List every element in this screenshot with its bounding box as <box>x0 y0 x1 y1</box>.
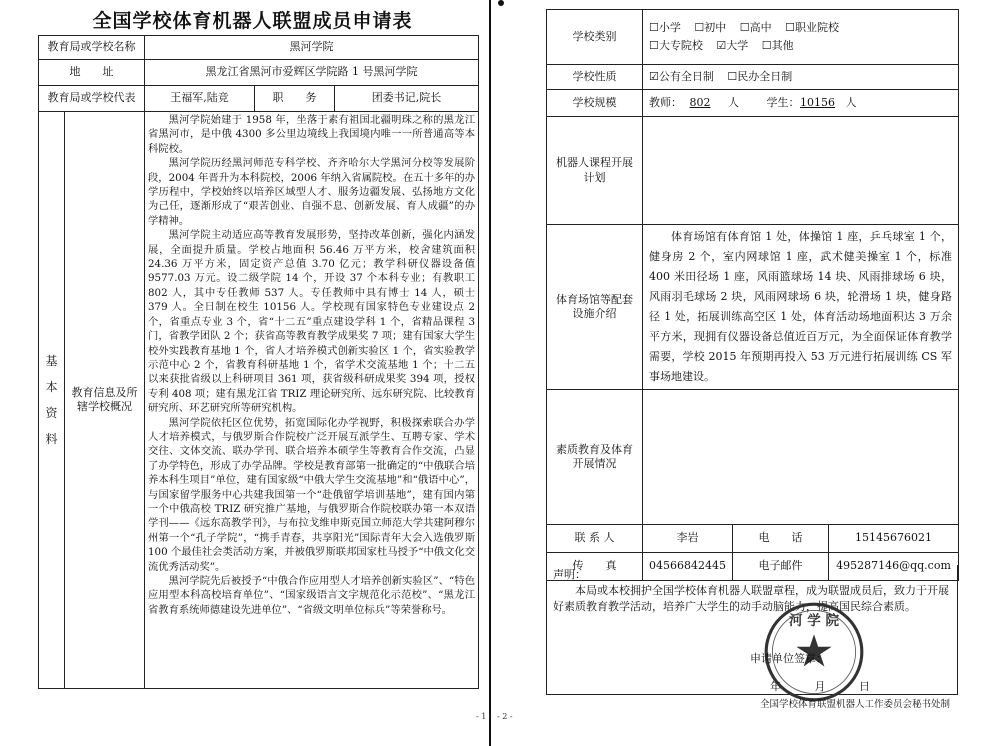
facility-label: 体育场馆等配套设施介绍 <box>547 225 643 390</box>
school-overview-label: 教育信息及所辖学校概况 <box>65 112 145 689</box>
contact-value: 李岩 <box>643 525 733 553</box>
nature-option-public[interactable]: ☑公有全日制 <box>649 70 714 83</box>
declaration-box <box>546 565 958 695</box>
student-unit: 人 <box>845 96 857 109</box>
type-option-junior[interactable]: ☐初中 <box>694 21 727 34</box>
basic-info-section-label: 基本资料 <box>39 112 65 689</box>
phone-value: 15145676021 <box>829 525 959 553</box>
type-option-senior[interactable]: ☐高中 <box>739 21 772 34</box>
facility-text: 体育场馆有体育馆 1 处，体操馆 1 座，乒乓球室 1 个，健身房 2 个，室内网球馆 1 座，武术健美操室 1 个，标准 400 米田径场 1 座，风雨篮球场 14 块、风雨排球场 6 块，风雨羽毛球场 2 块，风雨网球场 6 块，轮滑场 1 块，健身路径 1 处，拓展训练高空区 1 处，体育活动场地面积达 3 万余平方米，现拥有仪器设备总值近百万元，为全面保证体育教学需要，学校 2015 年预期再投入 53 万元进行拓展训练 CS 军事场地建设。 <box>643 225 959 390</box>
declaration-title: 声明： <box>553 568 586 581</box>
robot-plan-label: 机器人课程开展计划 <box>547 117 643 225</box>
page-number-left: - 1 - <box>476 712 492 721</box>
teacher-count: 802 <box>689 96 711 109</box>
school-nature-options <box>643 65 959 90</box>
type-option-college[interactable]: ☐大专院校 <box>649 39 703 52</box>
quality-education-label: 素质教育及体育开展情况 <box>547 390 643 525</box>
form-title: 全国学校体育机器人联盟成员申请表 <box>92 10 413 32</box>
page-divider <box>489 0 491 746</box>
type-option-other[interactable]: ☐其他 <box>761 39 794 52</box>
quality-education-field[interactable] <box>643 390 959 525</box>
overview-paragraph: 黑河学院主动适应高等教育发展形势，坚持改革创新，强化内涵发展，全面提升质量。学校占地面积 56.46 万平方米，校舍建筑面积 24.36 万平方米，固定资产总值 3.70 亿元；教学科研仪器设备值 9577.03 万元。设二级学院 14 个，开设 37 个本科专业；有教职工 802 人，其中专任教师 537 人。专任教师中具有博士 14 人，硕士 379 人。全日制在校生 10156 人。学校现有国家特色专业建设点 2 个，省重点专业 3 个，省“十二五”重点建设学科 1 个，省精品课程 3 门，省教学团队 2 个；获省高等教育教学成果奖 7 项；建有国家大学生校外实践教育基地 1 个，省人才培养模式创新实验区 1 个，省实验教学示范中心 2 个，省教育科研基地 1 个，省学术交流基地 1 个；十二五以来获批省级以上科研项目 361 项，获省级科研成果奖 394 项，授权专利 408 项；建有黑龙江省 TRIZ 理论研究所、远东研究院、比较教育研究所、环艺研究所等研究机构。 <box>148 229 475 415</box>
signature-date: 年 月 日 <box>770 680 870 693</box>
footer-issuer: 全国学校体育联盟机器人工作委员会秘书处制 <box>760 699 951 710</box>
email-label: 电子邮件 <box>733 553 829 581</box>
robot-plan-field[interactable] <box>643 117 959 225</box>
representative-value: 王福军,陆竞 <box>145 86 255 112</box>
school-scale-label: 学校规模 <box>547 90 643 117</box>
school-nature-label: 学校性质 <box>547 65 643 90</box>
type-option-primary[interactable]: ☐小学 <box>649 21 681 34</box>
overview-paragraph: 黑河学院历经黑河师范专科学校、齐齐哈尔大学黑河分校等发展阶段，2004 年晋升为本科院校，2006 年纳入省属院校。在五十多年的办学历程中，学校始终以培养区域型人才、服务边疆发展、弘扬地方文化为己任，逐渐形成了“艰苦创业、自强不息、创新发展、育人成疆”的办学精神。 <box>148 157 475 227</box>
type-option-university[interactable]: ☑大学 <box>716 39 749 52</box>
school-name-label: 教育局或学校名称 <box>39 36 145 60</box>
overview-paragraph: 黑河学院依托区位优势，拓宽国际化办学视野，积极探索联合办学人才培养模式，与俄罗斯合作院校广泛开展互派学生、互聘专家、学术交往、文体交流、联办学刊、联合培养本硕学生等教育合作交流，凸显了办学特色，形成了办学品牌。学校是教育部第一批确定的“中俄联合培养本科生项目”单位，建有国家级“中俄大学生交流基地”和“俄语中心”，与国家留学服务中心共建我国第一个“赴俄留学培训基地”，建有国内第一个中俄高校 TRIZ 研究推广基地，与俄罗斯合作院校联办第一本双语学刊——《远东高教学刊》，与布拉戈维申斯克国立师范大学共建阿穆尔州第一个“孔子学院”，“携手青春，共享阳光”国际青年大会入选俄罗斯 100 个最佳社会类活动方案，并被俄罗斯联邦国家杜马授予“中俄文化交流优秀活动奖”。 <box>148 416 475 573</box>
school-type-label: 学校类别 <box>547 10 643 65</box>
post-label: 职 务 <box>255 86 335 112</box>
representative-label: 教育局或学校代表 <box>39 86 145 112</box>
type-option-vocational[interactable]: ☐职业院校 <box>785 21 839 34</box>
post-value: 团委书记,院长 <box>335 86 479 112</box>
student-count: 10156 <box>800 96 835 109</box>
email-value: 495287146@qq.com <box>829 553 959 581</box>
declaration-text: 本局或本校拥护全国学校体育机器人联盟章程，成为联盟成员后，致力于开展好素质教育教学活动，培养广大学生的动手动脑能力，提高国民综合素质。 <box>553 584 949 613</box>
fax-value: 04566842445 <box>643 553 733 581</box>
nature-option-private[interactable]: ☐民办全日制 <box>727 70 793 83</box>
overview-paragraph: 黑河学院先后被授予“中俄合作应用型人才培养创新实验区”、“特色应用型本科高校培育单位”、“国家级语言文字规范化示范校”、“黑龙江省教育系统师德建设先进单位”、“省级文明单位标兵”等荣誉称号。 <box>148 575 475 616</box>
address-label: 地 址 <box>39 60 145 86</box>
applicant-signature-label: 申请单位签章： <box>750 652 827 665</box>
address-value: 黑龙江省黑河市爱辉区学院路 1 号黑河学院 <box>145 60 479 86</box>
school-overview-text <box>145 112 479 689</box>
seal-text: 河 学 院 <box>789 612 839 629</box>
school-type-options <box>643 10 959 65</box>
overview-paragraph: 黑河学院始建于 1958 年，坐落于素有祖国北疆明珠之称的黑龙江省黑河市，是中俄 4300 多公里边境线上我国境内唯一一所普通高等本科院校。 <box>148 114 475 155</box>
application-table-right <box>546 9 959 581</box>
phone-label: 电 话 <box>733 525 829 553</box>
teacher-unit: 人 <box>728 96 739 109</box>
school-name-value: 黑河学院 <box>145 36 479 60</box>
application-table-left <box>38 35 479 689</box>
teacher-label: 教师： <box>649 96 682 109</box>
fax-label: 传 真 <box>547 553 643 581</box>
school-scale-values <box>643 90 959 117</box>
contact-label: 联 系 人 <box>547 525 643 553</box>
student-label: 学生： <box>766 96 800 109</box>
binding-dot <box>498 0 504 6</box>
page-number-right: - 2 - <box>497 712 513 721</box>
